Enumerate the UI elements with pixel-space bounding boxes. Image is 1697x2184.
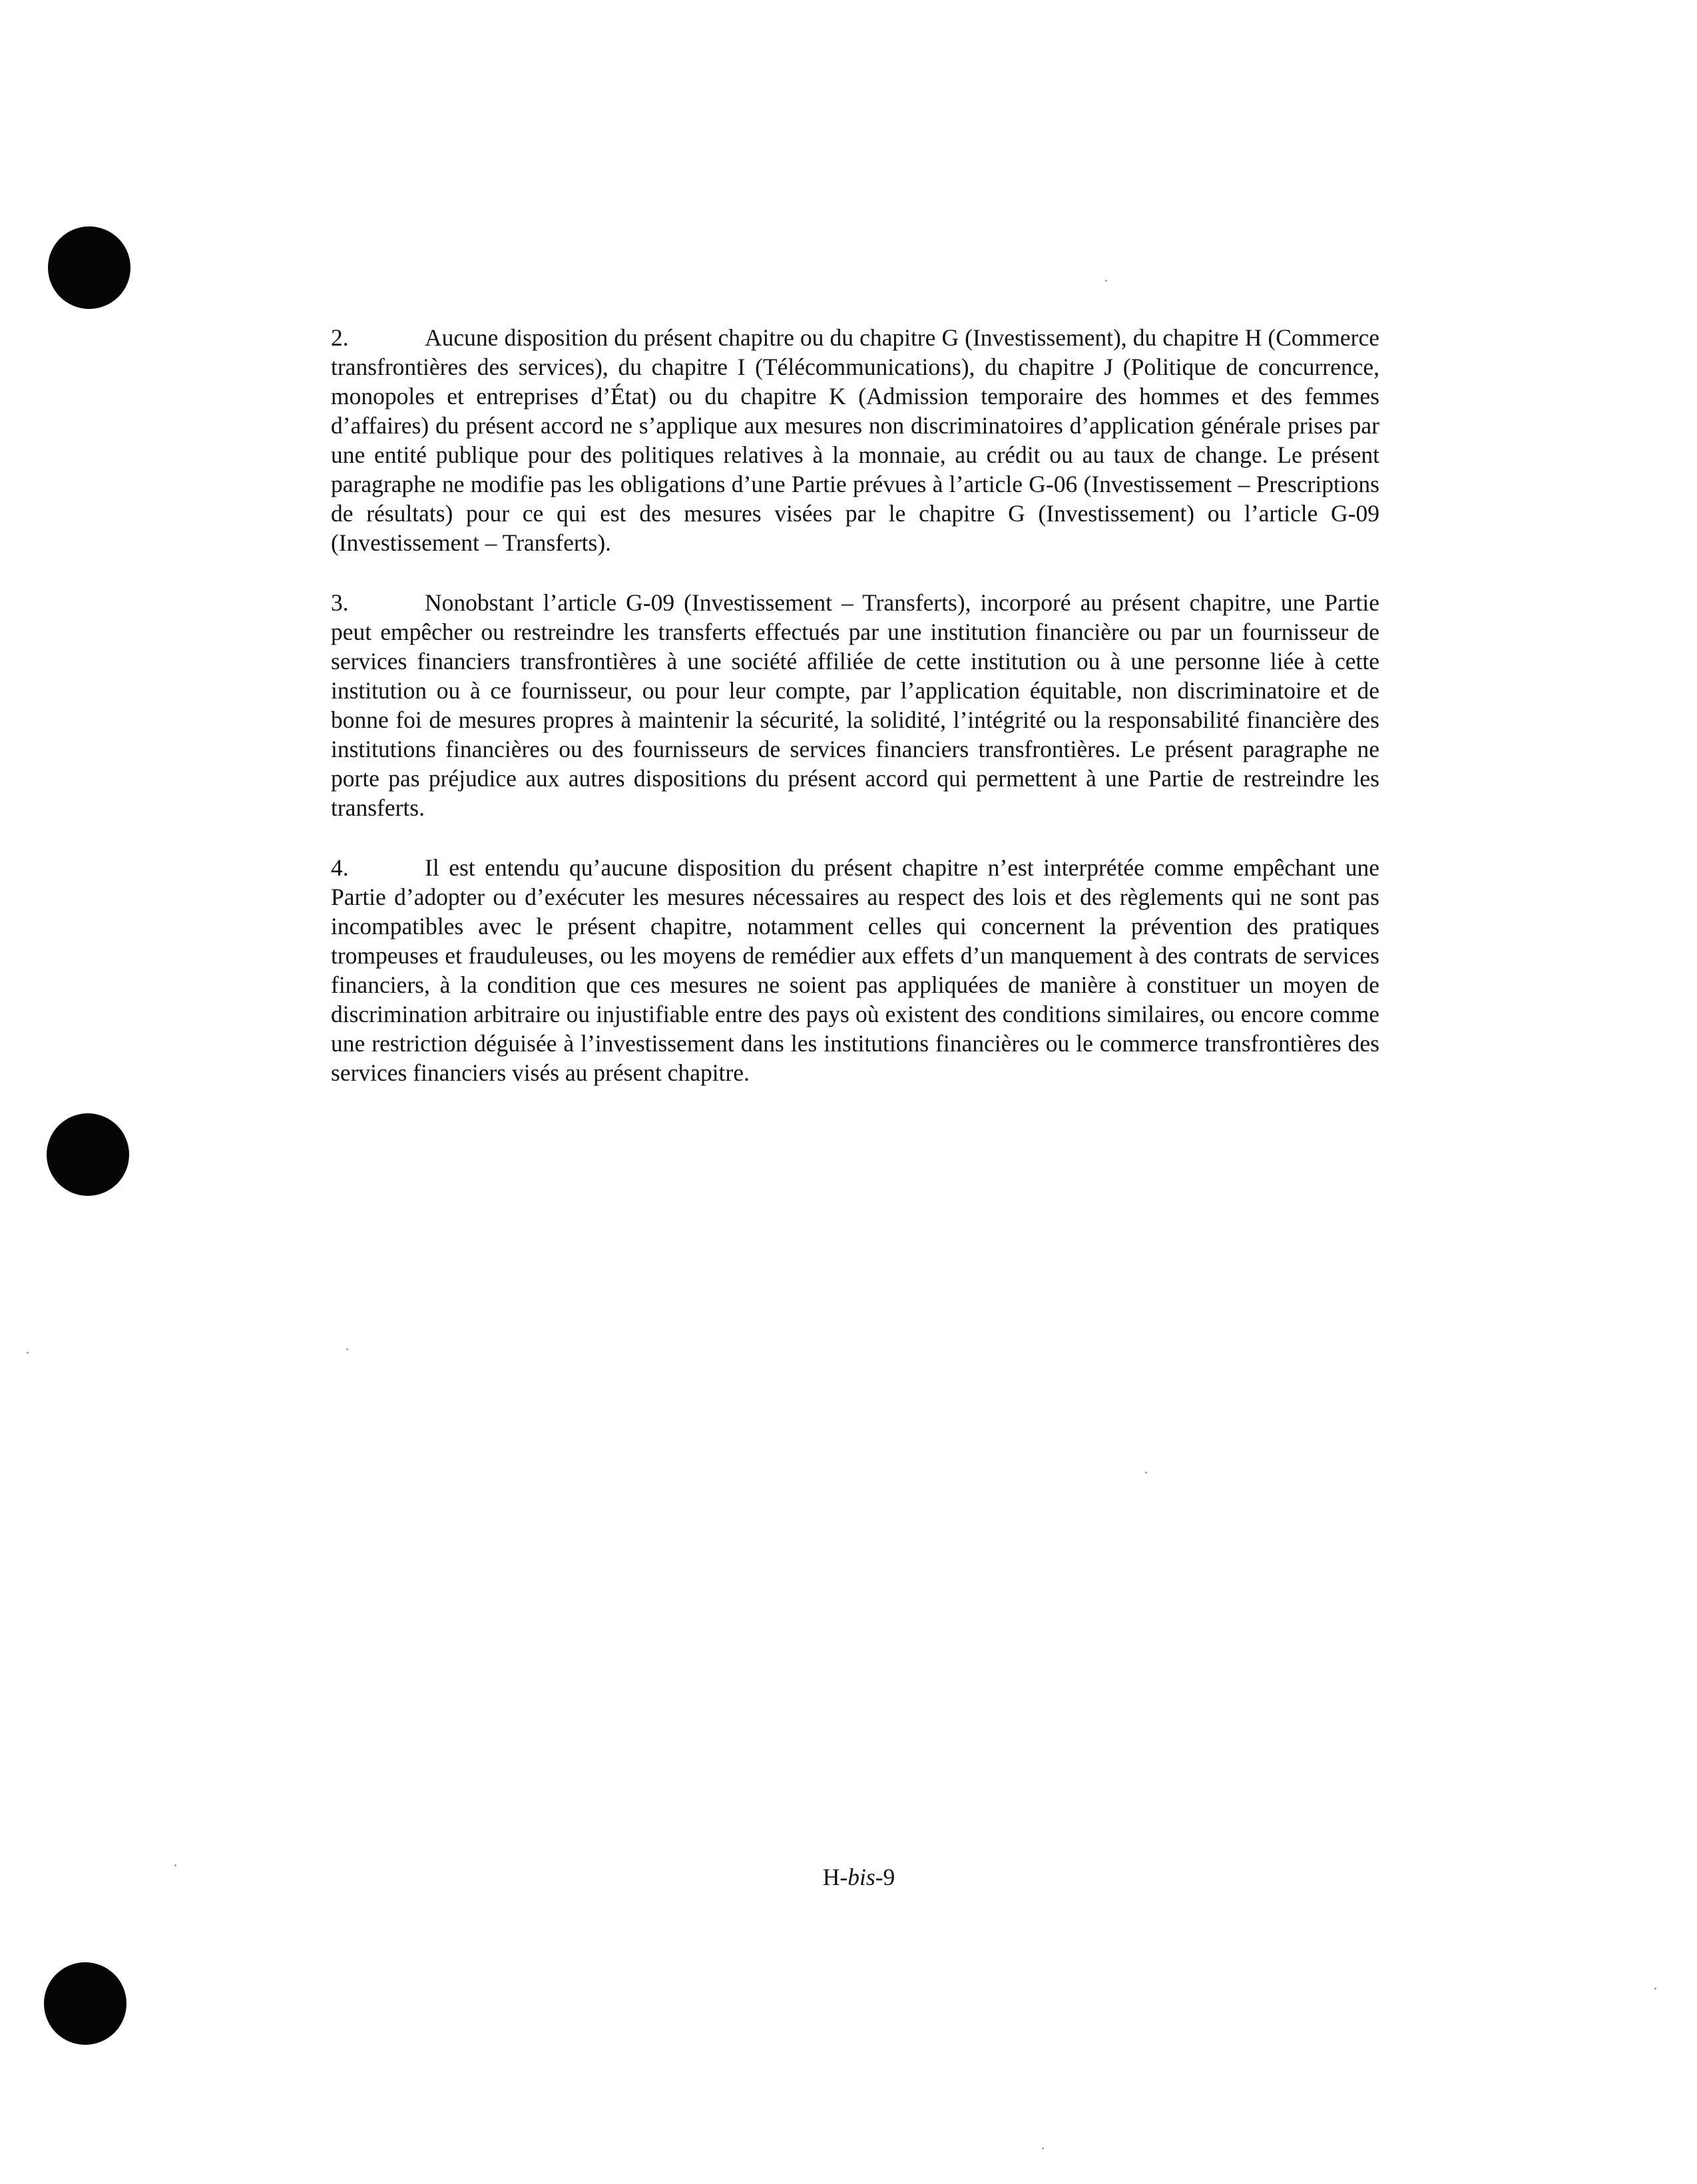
paragraph-2 [331, 323, 1379, 557]
scan-speck [1654, 1988, 1656, 1990]
paragraph-3 [331, 588, 1379, 822]
paragraph-number: 3. [331, 589, 349, 616]
page-number-suffix: -9 [875, 1864, 895, 1890]
paragraph-text: Nonobstant l’article G-09 (Investissement – Transferts), incorporé au présent chapitre, une Partie peut empêcher ou restreindre les transferts effectués par une institution financière ou par un fournisseur de services financiers transfrontières à une société affiliée de cette institution ou à une personne liée à cette institution ou à ce fournisseur, ou pour leur compte, par l’application équitable, non discriminatoire et de bonne foi de mesures propres à maintenir la sécurité, la solidité, l’intégrité ou la responsabilité financière des institutions financières ou des fournisseurs de services financiers transfrontières. Le présent paragraphe ne porte pas préjudice aux autres dispositions du présent accord qui permettent à une Partie de restreindre les transferts. [331, 589, 1379, 821]
scan-speck [1042, 2147, 1044, 2149]
paragraph-4 [331, 853, 1379, 1087]
paragraph-text: Aucune disposition du présent chapitre ou du chapitre G (Investissement), du chapitre H (Commerce transfrontières des services), du chapitre I (Télécommunications), du chapitre J (Politique de concurrence, monopoles et entreprises d’État) ou du chapitre K (Admission temporaire des hommes et des femmes d’affaires) du présent accord ne s’applique aux mesures non discriminatoires d’application générale prises par une entité publique pour des politiques relatives à la monnaie, au crédit ou au taux de change. Le présent paragraphe ne modifie pas les obligations d’une Partie prévues à l’article G-06 (Investissement – Prescriptions de résultats) pour ce qui est des mesures visées par le chapitre G (Investissement) ou l’article G-09 (Investissement – Transferts). [331, 324, 1379, 556]
page-number [786, 1862, 932, 1892]
scan-speck [346, 1348, 348, 1350]
page-number-italic: bis [848, 1864, 875, 1890]
page-number-prefix: H- [822, 1864, 848, 1890]
paragraph-number: 2. [331, 324, 349, 351]
punch-hole-top [48, 226, 130, 309]
punch-hole-bottom [44, 1962, 126, 2045]
paragraph-text: Il est entendu qu’aucune disposition du présent chapitre n’est interprétée comme empêchant une Partie d’adopter ou d’exécuter les mesures nécessaires au respect des lois et des règlements qui ne sont pas incompatibles avec le présent chapitre, notamment celles qui concernent la prévention des pratiques trompeuses et frauduleuses, ou les moyens de remédier aux effets d’un manquement à des contrats de services financiers, à la condition que ces mesures ne soient pas appliquées de manière à constituer un moyen de discrimination arbitraire ou injustifiable entre des pays où existent des conditions similaires, ou encore comme une restriction déguisée à l’investissement dans les institutions financières ou le commerce transfrontières des services financiers visés au présent chapitre. [331, 854, 1379, 1086]
punch-hole-middle [47, 1113, 129, 1196]
paragraph-number: 4. [331, 854, 349, 881]
scan-speck [1105, 280, 1107, 282]
scan-speck [1145, 1472, 1147, 1474]
scan-speck [174, 1864, 176, 1866]
scan-speck [27, 1352, 29, 1354]
document-body [331, 323, 1379, 1118]
